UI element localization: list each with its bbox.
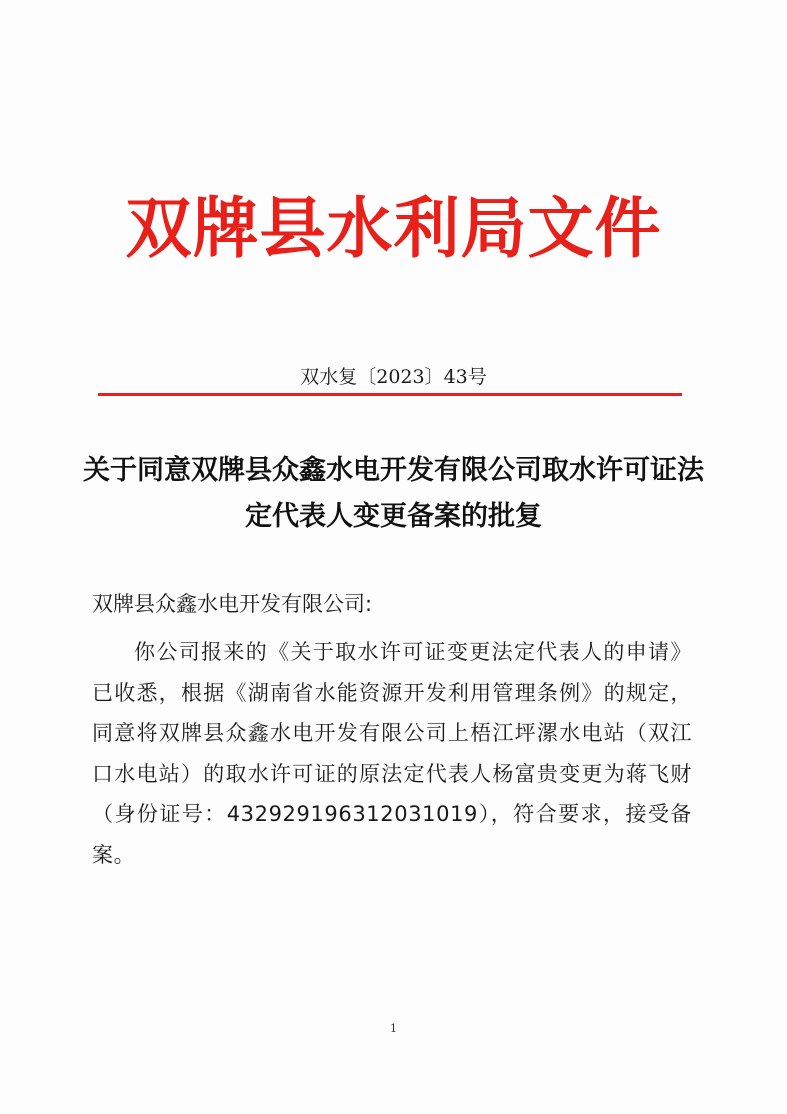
body-paragraph: 你公司报来的《关于取水许可证变更法定代表人的申请》已收悉，根据《湖南省水能资源开发利用管理条例》的规定，同意将双牌县众鑫水电开发有限公司上梧江坪漯水电站（双江口水电站）的取水许可证的原法定代表人杨富贵变更为蒋飞财（身份证号：432929196312031019），符合要求，接受备案。	[92, 640, 692, 867]
red-divider-line	[98, 393, 682, 396]
page-number: 1	[390, 1022, 397, 1035]
masthead-title: 双牌县水利局文件	[125, 189, 662, 267]
document-title: 关于同意双牌县众鑫水电开发有限公司取水许可证法定代表人变更备案的批复	[83, 455, 704, 532]
document-number: 双水复〔2023〕43号	[300, 366, 487, 388]
salutation: 双牌县众鑫水电开发有限公司:	[92, 592, 373, 616]
